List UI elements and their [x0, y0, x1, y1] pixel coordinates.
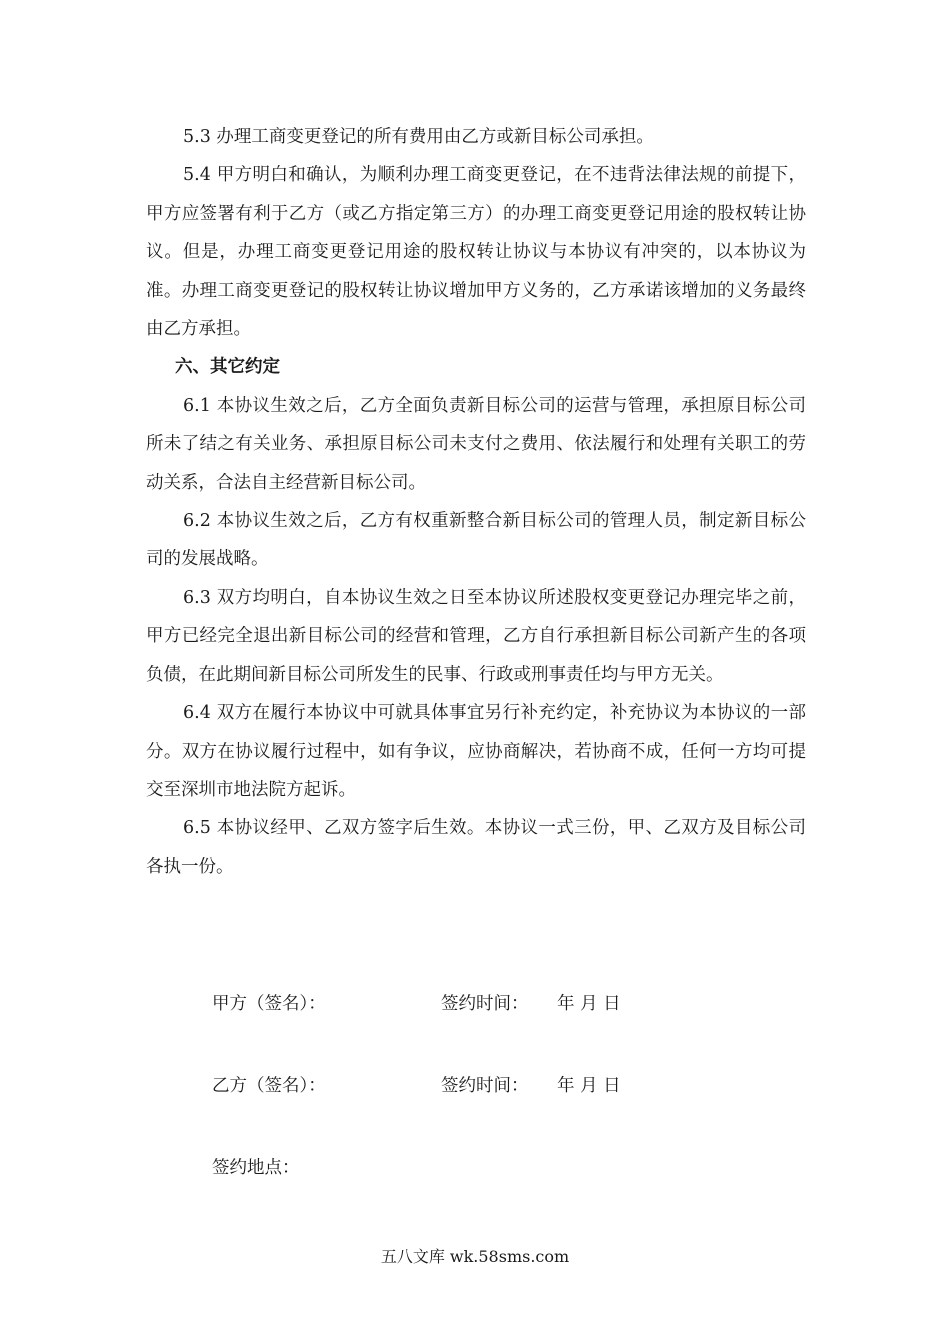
- section-heading: 六、其它约定: [175, 357, 280, 378]
- clause-6-2: 6.2 本协议生效之后，乙方有权重新整合新目标公司的管理人员，制定新目标公司的发展战略。: [146, 511, 806, 570]
- clause-5-3: 5.3 办理工商变更登记的所有费用由乙方或新目标公司承担。: [183, 127, 654, 147]
- clause-6-1: 6.1 本协议生效之后，乙方全面负责新目标公司的运营与管理，承担原目标公司所未了结之有关业务、承担原目标公司未支付之费用、依法履行和处理有关职工的劳动关系，合法自主经营新目标公司。: [146, 395, 806, 493]
- signature-block: [212, 984, 812, 1188]
- page-footer: 五八文库 wk.58sms.com: [380, 1247, 570, 1266]
- party-a-time-label: 签约时间：: [441, 994, 529, 1014]
- signature-row-place: [212, 1148, 812, 1188]
- party-b-time-label: 签约时间：: [441, 1076, 529, 1096]
- party-b-date: 年 月 日: [557, 1076, 621, 1096]
- clause-6-4: 6.4 双方在履行本协议中可就具体事宜另行补充约定，补充协议为本协议的一部分。双方在协议履行过程中，如有争议，应协商解决，若协商不成，任何一方均可提交至深圳市地法院方起诉。: [146, 703, 806, 800]
- party-b-label: 乙方（签名）：: [212, 1076, 326, 1096]
- clause-6-5: 6.5 本协议经甲、乙双方签字后生效。本协议一式三份，甲、乙双方及目标公司各执一份。: [146, 818, 806, 877]
- place-label: 签约地点：: [212, 1158, 300, 1178]
- document-body: [146, 118, 806, 886]
- signature-row-party-b: [212, 1066, 812, 1106]
- party-a-label: 甲方（签名）：: [212, 994, 326, 1014]
- signature-row-party-a: [212, 984, 812, 1024]
- party-a-date: 年 月 日: [557, 994, 621, 1014]
- clause-6-3: 6.3 双方均明白，自本协议生效之日至本协议所述股权变更登记办理完毕之前，甲方已经完全退出新目标公司的经营和管理，乙方自行承担新目标公司新产生的各项负债，在此期间新目标公司所发生的民事、行政或刑事责任均与甲方无关。: [146, 587, 806, 685]
- clause-5-4: 5.4 甲方明白和确认，为顺利办理工商变更登记，在不违背法律法规的前提下，甲方应签署有利于乙方（或乙方指定第三方）的办理工商变更登记用途的股权转让协议。但是，办理工商变更登记用途的股权转让协议与本协议有冲突的，以本协议为准。办理工商变更登记的股权转让协议增加甲方义务的，乙方承诺该增加的义务最终由乙方承担。: [146, 165, 806, 340]
